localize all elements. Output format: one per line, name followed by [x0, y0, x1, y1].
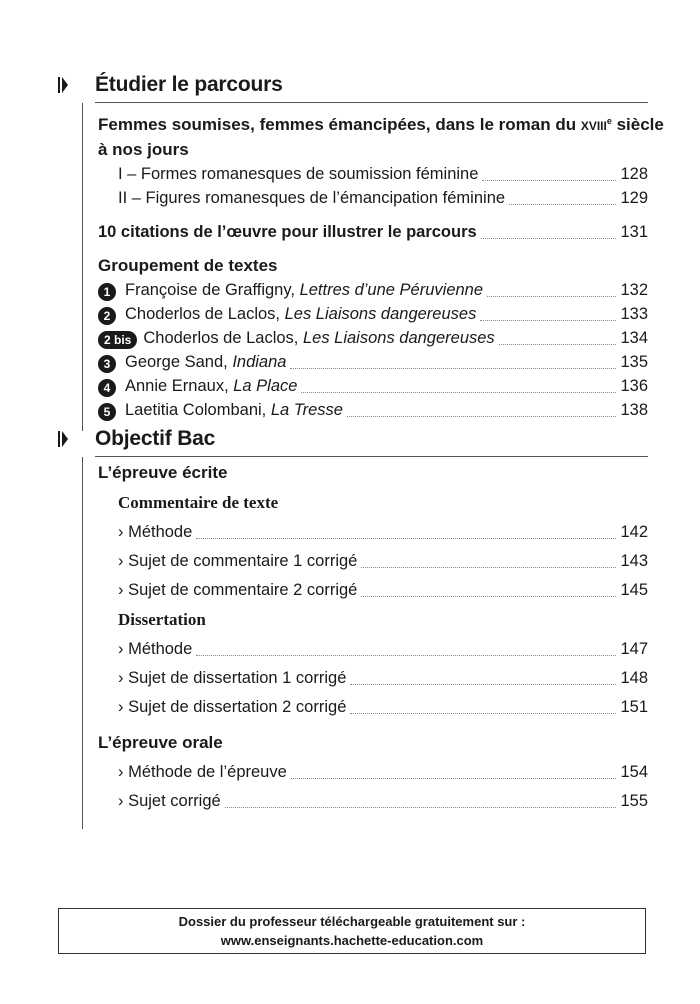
page-number: 154: [620, 763, 648, 781]
dot-leader: [482, 179, 616, 181]
text-entry-1[interactable]: 1 Françoise de Graffigny, Lettres d’une Péruvienne 132: [98, 278, 648, 302]
page-number: 135: [620, 353, 648, 371]
dot-leader: [301, 391, 616, 393]
dot-leader: [361, 566, 616, 568]
text-entry-5[interactable]: 5 Laetitia Colombani, La Tresse 138: [98, 398, 648, 422]
groupement-heading: Groupement de textes: [98, 256, 278, 275]
number-badge: 4: [98, 379, 116, 397]
section-title: Objectif Bac: [95, 427, 216, 450]
section-header: [58, 70, 648, 100]
number-badge: 5: [98, 403, 116, 421]
toc-entry-figures[interactable]: II – Figures romanesques de l’émancipation féminine 129: [98, 186, 648, 210]
dot-leader: [350, 712, 616, 714]
page-number: 132: [620, 281, 648, 299]
page-number: 148: [620, 669, 648, 687]
number-badge: 2: [98, 307, 116, 325]
page-number: 128: [620, 165, 648, 183]
toc-entry-commentaire-2[interactable]: › Sujet de commentaire 2 corrigé 145: [118, 578, 648, 602]
page-number: 147: [620, 640, 648, 658]
dot-leader: [481, 237, 617, 239]
section-etudier-le-parcours: [58, 70, 664, 419]
section-marker-icon: [58, 431, 68, 447]
page-number: 143: [620, 552, 648, 570]
section-marker-icon: [58, 77, 68, 93]
text-entry-3[interactable]: 3 George Sand, Indiana 135: [98, 350, 648, 374]
dot-leader: [196, 654, 616, 656]
text-entry-2[interactable]: 2 Choderlos de Laclos, Les Liaisons dangereuses 133: [98, 302, 648, 326]
page-number: 129: [620, 189, 648, 207]
toc-entry-commentaire-methode[interactable]: › Méthode 142: [118, 520, 648, 544]
dot-leader: [290, 367, 616, 369]
toc-entry-orale-methode[interactable]: › Méthode de l’épreuve 154: [118, 760, 648, 784]
page-number: 142: [620, 523, 648, 541]
toc-entry-citations[interactable]: 10 citations de l’œuvre pour illustrer le parcours 131: [98, 220, 648, 244]
page-number: 136: [620, 377, 648, 395]
section-body: [82, 457, 648, 829]
toc-entry-commentaire-1[interactable]: › Sujet de commentaire 1 corrigé 143: [118, 549, 648, 573]
dot-leader: [509, 203, 616, 205]
teacher-dossier-notice: [58, 908, 646, 954]
dot-leader: [196, 537, 616, 539]
page-number: 155: [620, 792, 648, 810]
page-number: 151: [620, 698, 648, 716]
text-entry-4[interactable]: 4 Annie Ernaux, La Place 136: [98, 374, 648, 398]
text-entry-2bis[interactable]: 2 bis Choderlos de Laclos, Les Liaisons dangereuses 134: [98, 326, 648, 350]
toc-entry-orale-sujet[interactable]: › Sujet corrigé 155: [118, 789, 648, 813]
page-number: 145: [620, 581, 648, 599]
toc-entry-dissertation-2[interactable]: › Sujet de dissertation 2 corrigé 151: [118, 695, 648, 719]
dot-leader: [347, 415, 616, 417]
dot-leader: [499, 343, 617, 345]
section-body: [82, 103, 664, 431]
parcours-heading[interactable]: Femmes soumises, femmes émancipées, dans le roman du XVIIIe siècle: [98, 115, 664, 134]
dot-leader: [480, 319, 616, 321]
dot-leader: [487, 295, 616, 297]
section-title: Étudier le parcours: [95, 73, 283, 96]
parcours-heading-line2: à nos jours: [98, 140, 189, 159]
dot-leader: [361, 595, 616, 597]
toc-entry-dissertation-1[interactable]: › Sujet de dissertation 1 corrigé 148: [118, 666, 648, 690]
page-number: 133: [620, 305, 648, 323]
dot-leader: [225, 806, 617, 808]
number-badge: 1: [98, 283, 116, 301]
number-badge: 2 bis: [98, 331, 137, 349]
toc-entry-formes[interactable]: I – Formes romanesques de soumission féminine 128: [98, 162, 648, 186]
toc-entry-dissertation-methode[interactable]: › Méthode 147: [118, 637, 648, 661]
page-number: 134: [620, 329, 648, 347]
page-number: 138: [620, 401, 648, 419]
epreuve-ecrite-heading: L’épreuve écrite: [98, 463, 228, 482]
dissertation-heading: Dissertation: [118, 610, 206, 629]
section-header: [58, 424, 648, 454]
commentaire-heading: Commentaire de texte: [118, 493, 279, 512]
section-objectif-bac: [58, 424, 648, 810]
dot-leader: [291, 777, 617, 779]
epreuve-orale-heading: L’épreuve orale: [98, 733, 223, 752]
number-badge: 3: [98, 355, 116, 373]
page-number: 131: [620, 223, 648, 241]
notice-line: Dossier du professeur téléchargeable gratuitement sur :: [178, 914, 526, 929]
notice-url[interactable]: www.enseignants.hachette-education.com: [220, 933, 484, 948]
dot-leader: [350, 683, 616, 685]
